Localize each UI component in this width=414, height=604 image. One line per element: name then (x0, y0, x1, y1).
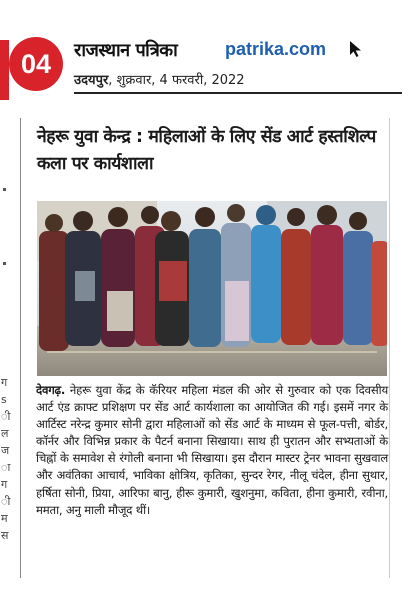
adjacent-column-fragment: ग s ी ल ज ा ग ी म स (1, 376, 11, 542)
cursor-icon (349, 40, 363, 58)
margin-dot (3, 188, 6, 191)
article-body (36, 382, 388, 519)
page-number: 04 (20, 48, 52, 79)
edition-date: , शुक्रवार, 4 फरवरी, 2022 (108, 73, 245, 88)
article-body-text: नेहरू युवा केंद्र के कॅरियर महिला मंडल की ओर से गुरुवार को एक दिवसीय आर्ट एंड क्राफ्ट प्रशिक्षण पर सेंड आर्ट कार्यशाला का आयोजित की गई। इसमें नगर के आर्टिस्ट नरेन्द्र कुमार सोनी द्वारा महिलाओं को सेंड आर्ट के माध्यम से फूल-पत्ती, बोर्डर, कॉर्नर और विभिन्न प्रकार के पैटर्न बनाना सिखाया। साथ ही पुरातन और सभ्यताओं के चिह्नों के समावेश से रंगोली बनाना भी सिखाया। इस दौरान मास्टर ट्रेनर भावना सुखवाल और अवंतिका आचार्य, भाविका क्षोत्रिय, कृतिका, सुन्दर रेगर, नीलू चंदेल, हीना सुथार, हर्षिता सोनी, प्रिया, आरिफा बानु, हीरू कुमारी, खुशनुमा, कविता, हीना कुमारी, रवीना, ममता, अनु माली मौजूद थीं। (36, 383, 388, 517)
edition-city: उदयपुर (74, 73, 109, 88)
article-photo (37, 201, 387, 376)
dateline-place: देवगढ़. (36, 383, 66, 397)
header-rule (74, 92, 402, 94)
page-edge-bar (0, 40, 9, 100)
newspaper-masthead: राजस्थान पत्रिका (74, 40, 178, 61)
column-divider-left (20, 118, 21, 578)
column-divider-right (389, 118, 390, 578)
site-link[interactable]: patrika.com (225, 39, 327, 59)
margin-dot (3, 262, 6, 265)
article-headline: नेहरू युवा केन्द्र : महिलाओं के लिए सेंड आर्ट हस्तशिल्प कला पर कार्यशाला (37, 127, 376, 174)
page-number-badge (9, 37, 63, 91)
edition-dateline (74, 70, 245, 88)
